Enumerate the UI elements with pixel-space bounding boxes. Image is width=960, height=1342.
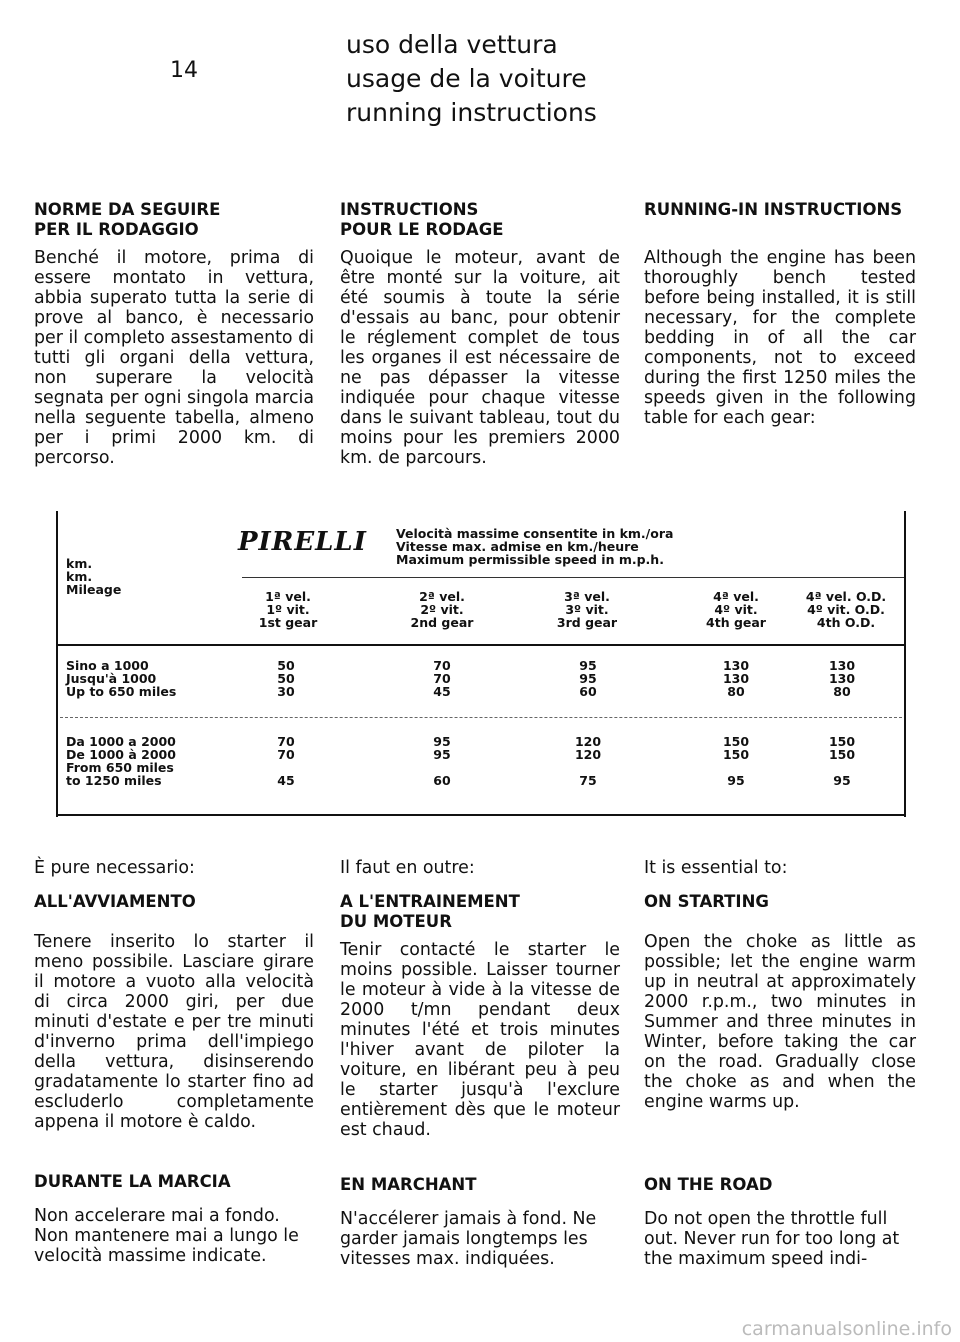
watermark: carmanualsonline.info [741, 1318, 952, 1340]
section-text: Tenere inserito lo starter il meno possibile. Lasciare girare il motore a vuoto alla velocità di circa 2000 giri, per due minuti d'estate e per tre minuti d'inverno prima dell'impiego della vettura, disinserendo gradatamente lo starter fino ad escluderlo completamente appena il motore è caldo. [34, 932, 314, 1132]
running-in-english [644, 200, 916, 428]
section-title: NORME DA SEGUIRE PER IL RODAGGIO [34, 200, 221, 239]
section-text: Although the engine has been thoroughly bench tested before being installed, it is still necessary, for the complete bedding in of all the car components, not to exceed during the first 1250 miles the speeds given in the following table for each gear: [644, 248, 916, 428]
section-title: EN MARCHANT [340, 1175, 477, 1194]
section-title: INSTRUCTIONS POUR LE RODAGE [340, 200, 504, 239]
road-english [644, 1175, 916, 1269]
section-title: DURANTE LA MARCIA [34, 1172, 231, 1191]
section-title: ON STARTING [644, 892, 769, 911]
row-label-2: Da 1000 a 2000 De 1000 à 2000 From 650 miles to 1250 miles [66, 734, 176, 788]
cell-r2-gear1: 70 70 45 [277, 734, 295, 788]
section-text: Do not open the throttle full out. Never run for too long at the maximum speed indi- [644, 1209, 900, 1269]
cell-r2-od: 150 150 95 [828, 734, 856, 788]
section-title: ALL'AVVIAMENTO [34, 892, 196, 911]
cell-r2-gear2: 95 95 60 [433, 734, 451, 788]
km-label: km. km. Mileage [66, 556, 122, 597]
header-italian: uso della vettura [346, 30, 558, 59]
section-title: ON THE ROAD [644, 1175, 773, 1194]
running-in-french [340, 200, 620, 468]
table-border-right [904, 511, 906, 817]
cell-r1-gear4: 130 130 80 [722, 658, 750, 699]
essential-note: It is essential to: [644, 858, 788, 878]
page-number: 14 [170, 58, 198, 83]
cell-r2-gear3: 120 120 75 [574, 734, 602, 788]
row-label-1: Sino a 1000 Jusqu'à 1000 Up to 650 miles [66, 658, 177, 699]
starting-french [340, 858, 620, 1140]
speed-table [56, 511, 906, 817]
gear-header-3: 3ª vel. 3º vit. 3rd gear [556, 589, 618, 630]
table-border-left [56, 511, 58, 817]
header-french: usage de la voiture [346, 64, 587, 93]
header-english: running instructions [346, 98, 597, 127]
gear-header-1: 1ª vel. 1º vit. 1st gear [258, 589, 318, 630]
header-divider [56, 644, 906, 646]
row-divider [60, 717, 902, 718]
gear-header-od: 4ª vel. O.D. 4º vit. O.D. 4th O.D. [805, 589, 887, 630]
section-text: Benché il motore, prima di essere montato in vettura, abbia superato tutta la serie di prove al banco, è necessario per il completo assestamento di tutti gli organi della vettura, non superare la velocità segnata per ogni singola marcia nella seguente tabella, almeno per i primi 2000 km. di percorso. [34, 248, 314, 468]
pirelli-logo: PIRELLI [238, 527, 367, 557]
cell-r1-od: 130 130 80 [828, 658, 856, 699]
gear-header-2: 2ª vel. 2º vit. 2nd gear [410, 589, 474, 630]
essential-note: È pure necessario: [34, 858, 195, 878]
section-title: A L'ENTRAINEMENT DU MOTEUR [340, 892, 520, 931]
cell-r1-gear1: 50 50 30 [277, 658, 295, 699]
starting-italian [34, 858, 314, 1132]
section-text: Quoique le moteur, avant de être monté sur la voiture, ait été soumis à toute la série d'essais au banc, pour obtenir le réglement complet de tous les organes il est nécessaire de ne pas dépasser la vitesse indiquée pour chaque vitesse dans le suivant tableau, tout du moins pour les premiers 2000 km. de parcours. [340, 248, 620, 468]
section-text: Tenir contacté le starter le moins possible. Laisser tourner le moteur à vide à la vitesse de 2000 t/mn pendant deux minutes l'été et trois minutes l'hiver avant de piloter la voiture, en libérant peu à peu le starter jusqu'à l'exclure entièrement dès que le moteur est chaud. [340, 940, 620, 1140]
road-italian [34, 1172, 314, 1266]
max-speed-label: Velocità massime consentite in km./ora Vitesse max. admise en km./heure Maximum permissible speed in m.p.h. [396, 526, 674, 567]
running-in-italian [34, 200, 314, 468]
section-text: Non accelerare mai a fondo. Non mantenere mai a lungo le velocità massime indicate. [34, 1206, 299, 1266]
road-french [340, 1175, 620, 1269]
essential-note: Il faut en outre: [340, 858, 475, 878]
section-text: Open the choke as little as possible; let the engine warm up in neutral at approximately 2000 r.p.m., two minutes in Summer and three minutes in Winter, before taking the car on the road. Gradually close the choke as and when the engine warms up. [644, 932, 916, 1112]
section-text: N'accélerer jamais à fond. Ne garder jamais longtemps les vitesses max. indiquées. [340, 1209, 597, 1269]
cell-r1-gear2: 70 70 45 [433, 658, 451, 699]
gear-divider [242, 577, 904, 578]
cell-r1-gear3: 95 95 60 [579, 658, 597, 699]
starting-english [644, 858, 916, 1112]
page-header [346, 28, 597, 130]
gear-header-4: 4ª vel. 4º vit. 4th gear [706, 589, 766, 630]
table-bottom [56, 814, 906, 816]
cell-r2-gear4: 150 150 95 [722, 734, 750, 788]
section-title: RUNNING-IN INSTRUCTIONS [644, 200, 903, 219]
